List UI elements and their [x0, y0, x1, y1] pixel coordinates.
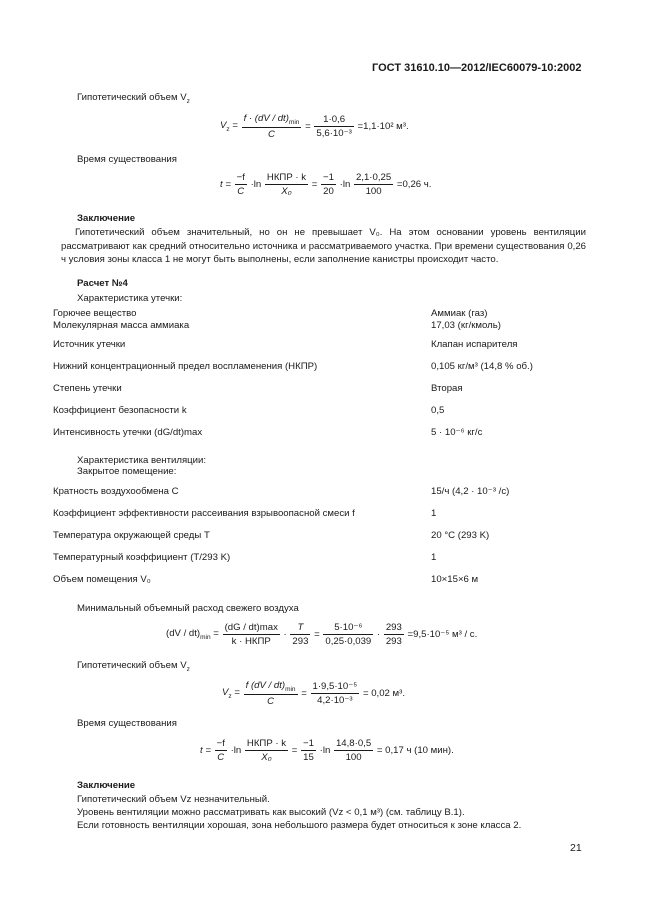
fraction — [265, 172, 308, 197]
fraction — [314, 114, 353, 139]
leak-row-label: Нижний концентрационный предел воспламенения (НКПР) — [53, 361, 318, 372]
eq-result: =1,1·10² м³. — [357, 120, 409, 132]
hyp-volume-label-2 — [77, 660, 190, 673]
numerator: НКПР · k — [266, 172, 307, 183]
numerator: НКПР · k — [246, 738, 287, 749]
leak-row-value: 0,105 кг/м³ (14,8 % об.) — [431, 361, 533, 372]
eq-lhs: V — [220, 120, 227, 131]
denominator: C — [267, 695, 275, 707]
denominator: 100 — [365, 186, 382, 197]
min-airflow-label: Минимальный объемный расход свежего воздуха — [77, 603, 299, 614]
fraction — [215, 738, 227, 763]
denominator: 5,6·10⁻³ — [316, 127, 352, 139]
eq-lhs: V — [222, 687, 229, 698]
fraction — [235, 172, 247, 197]
leak-row-label: Источник утечки — [53, 339, 126, 350]
numerator: f · (dV / dt) — [243, 113, 289, 124]
leak-title: Характеристика утечки: — [77, 293, 183, 304]
numerator: 293 — [385, 622, 402, 633]
eq-result: = 0,17 ч (10 мин). — [376, 745, 454, 756]
leak-row-label: Степень утечки — [53, 383, 122, 394]
hyp-volume-text: Гипотетический объем V — [77, 660, 187, 671]
denominator: C — [237, 186, 245, 197]
fraction — [384, 622, 404, 647]
fraction — [242, 113, 302, 140]
fraction — [321, 172, 336, 197]
leak-row-value: Вторая — [431, 383, 463, 394]
eq-result: =9,5·10⁻⁵ м³ / с. — [407, 629, 478, 640]
eq-lhs: t = — [220, 179, 231, 190]
vent-row-label: Температурный коэффициент (T/293 K) — [53, 552, 231, 563]
ln-op: ·ln — [250, 179, 262, 190]
vent-row-label: Кратность воздухообмена C — [53, 486, 179, 497]
equation-vz-1: $V_z$ = $\frac{f \cdot (dV / dt)_{min}}{C}$ = $\frac{1\cdot 0,6}{\text{5,6·10⁻³}}$ =1,1·10² м³. — [220, 113, 409, 140]
denominator: 293 — [292, 636, 309, 647]
hyp-volume-sub: z — [186, 97, 190, 105]
denominator: C — [268, 128, 275, 140]
eq-lhs: (dV / dt) — [166, 628, 201, 640]
numerator: (dG / dt)max — [224, 622, 278, 633]
numerator-sub: min — [285, 685, 296, 693]
vent-row-value: 1 — [431, 552, 437, 563]
standard-header: ГОСТ 31610.10—2012/IEC60079-10:2002 — [372, 62, 582, 74]
conclusion-line: Уровень вентиляции можно рассматривать как высокий (Vz < 0,1 м³) (см. таблицу В.1). — [77, 807, 465, 818]
numerator: −1 — [323, 172, 334, 183]
leak-row-value: 17,03 (кг/кмоль) — [431, 320, 501, 331]
numerator: 2,1·0,25 — [355, 172, 392, 183]
leak-row-value: Клапан испарителя — [431, 339, 518, 350]
vent-row-value: 15/ч (4,2 · 10⁻³ /с) — [431, 486, 510, 497]
conclusion-title-2: Заключение — [77, 780, 136, 791]
equation-time-2: t = $\frac{-f}{C}$ ·ln $\frac{\text{НКПР · k}}{\text{X₀}}$ = $\frac{-1}{15}$ ·ln $\frac{14,8\cdot 0,5}{100}$ = 0,17 ч (10 мин). — [200, 738, 454, 763]
hyp-volume-label-1 — [77, 92, 190, 105]
leak-row-value: 0,5 — [431, 405, 445, 416]
leak-row-label: Молекулярная масса аммиака — [53, 320, 190, 331]
fraction — [354, 172, 393, 197]
hyp-volume-text: Гипотетический объем V — [77, 92, 187, 103]
eq-lhs-sub: z — [226, 125, 230, 133]
conclusion-line: Гипотетический объем Vz незначительный. — [77, 794, 270, 805]
time-label-1: Время существования — [77, 154, 177, 165]
fraction — [223, 622, 280, 647]
conclusion-text-1: Гипотетический объем значительный, но он не превышает V₀. На этом основании уровень вентиляции рассматривают как средний относительно источника и рассматриваемого участка. При времени существования 0,26 ч условия зоны класса 1 не могут быть выполнены, если заполнение канистры происходит часто. — [61, 227, 586, 265]
vent-subtitle: Закрытое помещение: — [77, 466, 177, 477]
denominator: 100 — [345, 752, 362, 763]
numerator: 14,8·0,5 — [335, 738, 372, 749]
denominator: X₀ — [261, 752, 272, 763]
numerator: −f — [236, 172, 245, 183]
fraction — [290, 622, 310, 647]
leak-row-value: Аммиак (газ) — [431, 308, 488, 319]
vent-row-label: Температура окружающей среды T — [53, 530, 210, 541]
denominator: 0,25·0,039 — [325, 636, 372, 647]
page-number: 21 — [570, 842, 582, 854]
vent-row-value: 1 — [431, 508, 437, 519]
denominator: 15 — [303, 752, 314, 763]
denominator: X₀ — [281, 186, 292, 197]
vent-row-value: 20 °C (293 K) — [431, 530, 490, 541]
fraction — [334, 738, 373, 763]
numerator: 5·10⁻⁶ — [323, 622, 373, 635]
equation-time-1: t = $\frac{-f}{C}$ ·ln $\frac{\text{НКПР · k}}{\text{X₀}}$ = $\frac{-1}{20}$ ·ln $\frac{2,1\cdot 0,25}{100}$ =0,26 ч. — [220, 172, 432, 197]
ln-op: ·ln — [230, 745, 242, 756]
vent-row-label: Коэффициент эффективности рассеивания взрывоопасной смеси f — [53, 508, 355, 519]
numerator: 1·9,5·10⁻⁵ — [312, 680, 358, 692]
eq-result: = 0,02 м³. — [362, 687, 406, 699]
eq-result: =0,26 ч. — [396, 179, 432, 190]
ln-op: ·ln — [319, 745, 331, 756]
eq-lhs-sub: min — [200, 633, 211, 641]
numerator: −1 — [303, 738, 314, 749]
numerator: T — [297, 622, 304, 633]
numerator-sub: min — [288, 118, 300, 126]
fraction — [244, 680, 298, 707]
vent-title: Характеристика вентиляции: — [77, 455, 207, 466]
equation-vz-2: $V_z$ = $\frac{f (dV / dt)_{min}}{C}$ = $\frac{\text{1·9,5·10⁻⁵}}{\text{4,2·10⁻³}}$ = 0,02 м³. — [222, 680, 406, 707]
numerator: f (dV / dt) — [245, 680, 286, 691]
numerator: −f — [216, 738, 225, 749]
fraction — [311, 681, 360, 706]
fraction — [323, 622, 373, 647]
conclusion-title-1: Заключение — [77, 213, 136, 224]
denominator: k · НКПР — [231, 636, 271, 647]
hyp-volume-sub: z — [186, 665, 190, 673]
denominator: C — [217, 752, 225, 763]
calc4-title: Расчет №4 — [77, 278, 128, 289]
leak-row-label: Интенсивность утечки (dG/dt)max — [53, 427, 203, 438]
leak-row-label: Горючее вещество — [53, 308, 137, 319]
fraction — [245, 738, 288, 763]
ln-op: ·ln — [339, 179, 351, 190]
denominator: 20 — [323, 186, 334, 197]
time-label-2: Время существования — [77, 718, 177, 729]
denominator: 4,2·10⁻³ — [317, 694, 353, 706]
vent-row-value: 10×15×6 м — [431, 574, 479, 585]
equation-airflow: $(dV / dt)_{min}$ = $\frac{(dG / dt)\max}{\text{k · НКПР}}$ · $\frac{T}{293}$ = $\frac{\text{5·10⁻⁶}}{0,25\cdot 0,039}$ · $\frac{293}{293}$ =9,5·10⁻⁵ м³ / с. — [166, 622, 478, 647]
vent-row-label: Объем помещения V₀ — [53, 574, 151, 585]
denominator: 293 — [385, 636, 402, 647]
eq-lhs: t = — [200, 745, 211, 756]
leak-row-label: Коэффициент безопасности k — [53, 405, 187, 416]
numerator: 1·0,6 — [314, 114, 353, 127]
eq-lhs-sub: z — [228, 692, 232, 700]
conclusion-line: Если готовность вентиляции хорошая, зона небольшого размера будет относиться к зоне класса 2. — [77, 820, 522, 831]
fraction — [301, 738, 316, 763]
leak-row-value: 5 · 10⁻⁶ кг/с — [431, 427, 483, 438]
